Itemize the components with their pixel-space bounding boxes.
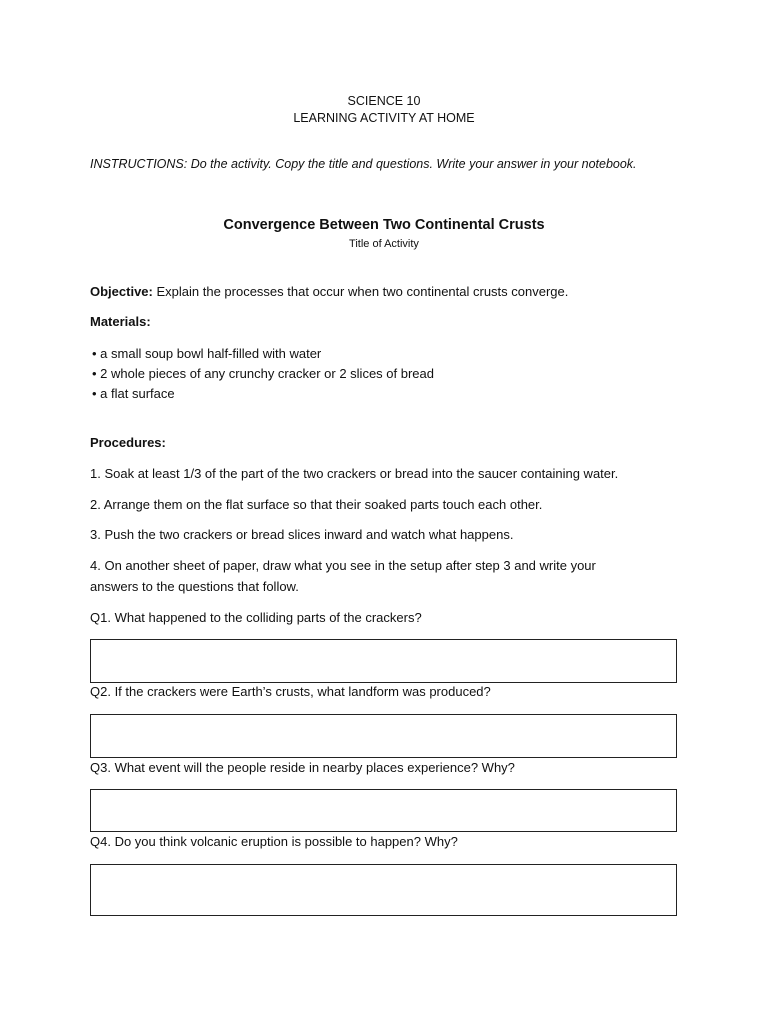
procedure-step-continued: answers to the questions that follow. bbox=[90, 579, 299, 594]
objective-line bbox=[90, 284, 568, 299]
instructions-text: INSTRUCTIONS: Do the activity. Copy the title and questions. Write your answer in your notebook. bbox=[90, 157, 637, 171]
answer-box-4[interactable] bbox=[90, 864, 677, 916]
procedures-label: Procedures: bbox=[90, 435, 166, 450]
procedure-step: 1. Soak at least 1/3 of the part of the two crackers or bread into the saucer containing water. bbox=[90, 466, 619, 481]
worksheet-subtitle: LEARNING ACTIVITY AT HOME bbox=[293, 111, 475, 125]
materials-item: • 2 whole pieces of any crunchy cracker or 2 slices of bread bbox=[92, 366, 434, 381]
materials-label: Materials: bbox=[90, 314, 151, 329]
answer-box-1[interactable] bbox=[90, 639, 677, 683]
answer-box-3[interactable] bbox=[90, 789, 677, 832]
question-4: Q4. Do you think volcanic eruption is possible to happen? Why? bbox=[90, 834, 458, 849]
materials-item: • a flat surface bbox=[92, 386, 175, 401]
question-3: Q3. What event will the people reside in nearby places experience? Why? bbox=[90, 760, 515, 775]
question-2: Q2. If the crackers were Earth’s crusts, what landform was produced? bbox=[90, 684, 491, 699]
objective-label: Objective: bbox=[90, 284, 153, 299]
procedure-step: 3. Push the two crackers or bread slices inward and watch what happens. bbox=[90, 527, 514, 542]
materials-item: • a small soup bowl half-filled with water bbox=[92, 346, 322, 361]
question-1: Q1. What happened to the colliding parts of the crackers? bbox=[90, 610, 422, 625]
activity-title: Convergence Between Two Continental Crusts bbox=[223, 217, 545, 233]
activity-title-caption: Title of Activity bbox=[349, 238, 419, 250]
course-heading: SCIENCE 10 bbox=[347, 94, 421, 108]
answer-box-2[interactable] bbox=[90, 714, 677, 758]
procedure-step: 4. On another sheet of paper, draw what you see in the setup after step 3 and write your bbox=[90, 558, 596, 573]
procedure-step: 2. Arrange them on the flat surface so that their soaked parts touch each other. bbox=[90, 497, 543, 512]
objective-text: Explain the processes that occur when two continental crusts converge. bbox=[156, 284, 569, 299]
